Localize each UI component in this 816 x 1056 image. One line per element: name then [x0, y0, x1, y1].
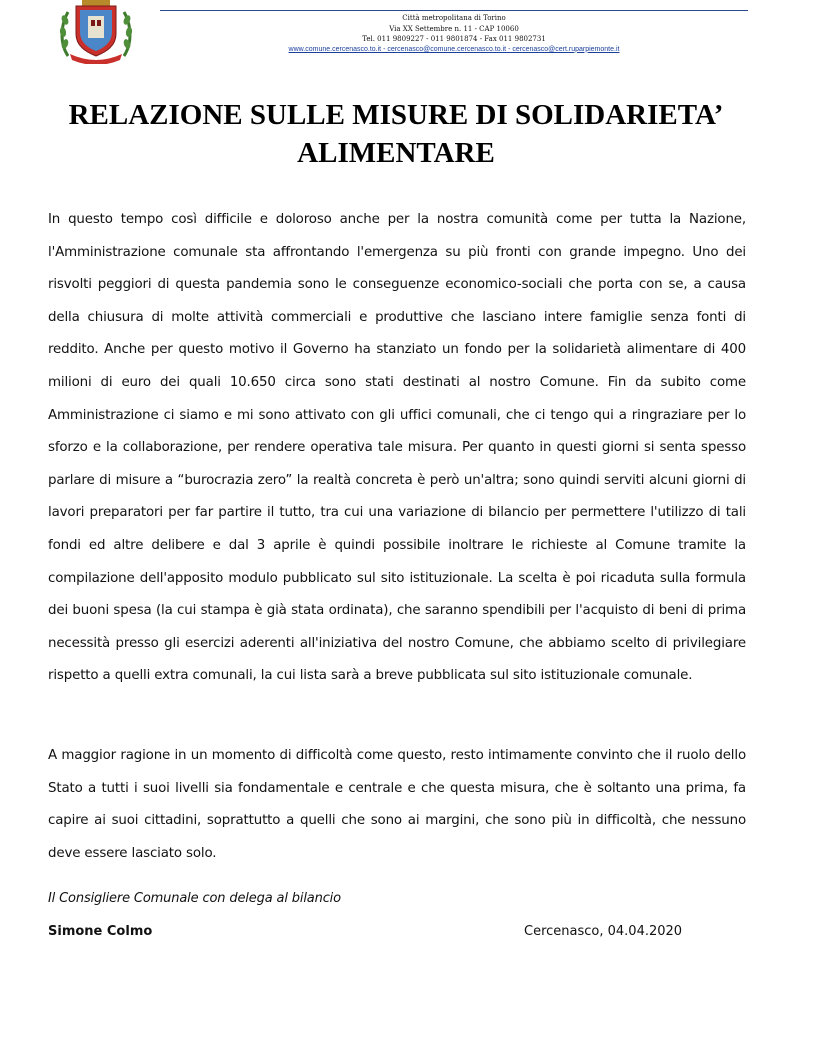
document-title	[40, 96, 752, 172]
title-line-1: RELAZIONE SULLE MISURE DI SOLIDARIETA’	[68, 99, 724, 131]
masthead-title-cropped	[270, 0, 640, 2]
signature-name: Simone Colmo	[48, 924, 153, 939]
header-links[interactable]: www.comune.cercenasco.to.it - cercenasco@comune.cercenasco.to.it - cercenasco@cert.ruparpiemonte.it	[288, 45, 620, 53]
header-line-address: Via XX Settembre n. 11 - CAP 10060	[389, 24, 519, 33]
title-line-2: ALIMENTARE	[297, 137, 495, 169]
header-contacts	[160, 13, 748, 55]
header-line-city: Città metropolitana di Torino	[402, 14, 506, 22]
header-line-phone: Tel. 011 9809227 - 011 9801874 - Fax 011 9802731	[362, 35, 546, 43]
municipal-crest-icon	[58, 0, 134, 64]
header-rule	[160, 10, 748, 11]
body-paragraph-2: A maggior ragione in un momento di difficoltà come questo, resto intimamente convinto che il ruolo dello Stato a tutti i suoi livelli sia fondamentale e centrale e che questa misura, che è soltanto una prima, fa capire ai suoi cittadini, soprattutto a quelli che sono ai margini, che sono più in difficoltà, che nessuno deve essere lasciato solo.	[48, 748, 746, 861]
signature-role: Il Consigliere Comunale con delega al bilancio	[48, 891, 341, 906]
body-paragraph-1: In questo tempo così difficile e doloroso anche per la nostra comunità come per tutta la Nazione, l'Amministrazione comunale sta affrontando l'emergenza su più fronti con grande impegno. Uno dei risvolti peggiori di questa pandemia sono le conseguenze economico-sociali che porta con se, a causa della chiusura di molte attività commerciali e produttive che lasciano intere famiglie senza fonti di reddito. Anche per questo motivo il Governo ha stanziato un fondo per la solidarietà alimentare di 400 milioni di euro dei quali 10.650 circa sono stati destinati al nostro Comune. Fin da subito come Amministrazione ci siamo e mi sono attivato con gli uffici comunali, che ci tengo qui a ringraziare per lo sforzo e la collaborazione, per rendere operativa tale misura. Per quanto in questi giorni si senta spesso parlare di misure a “burocrazia zero” la realtà concreta è però un'altra; sono quindi serviti alcuni giorni di lavori preparatori per far partire il tutto, tra cui una variazione di bilancio per permettere l'utilizzo di tali fondi ed altre delibere e dal 3 aprile è quindi possibile inoltrare le richieste al Comune tramite la compilazione dell'apposito modulo pubblicato sul sito istituzionale. La scelta è poi ricaduta sulla formula dei buoni spesa (la cui stampa è già stata ordinata), che saranno spendibili per l'acquisto di beni di prima necessità presso gli esercizi aderenti all'iniziativa del nostro Comune, che abbiamo scelto di privilegiare rispetto a quelli extra comunali, la cui lista sarà a breve pubblicata sul sito istituzionale comunale.	[48, 212, 746, 684]
place-date: Cercenasco, 04.04.2020	[524, 924, 683, 939]
letterhead	[0, 0, 816, 70]
